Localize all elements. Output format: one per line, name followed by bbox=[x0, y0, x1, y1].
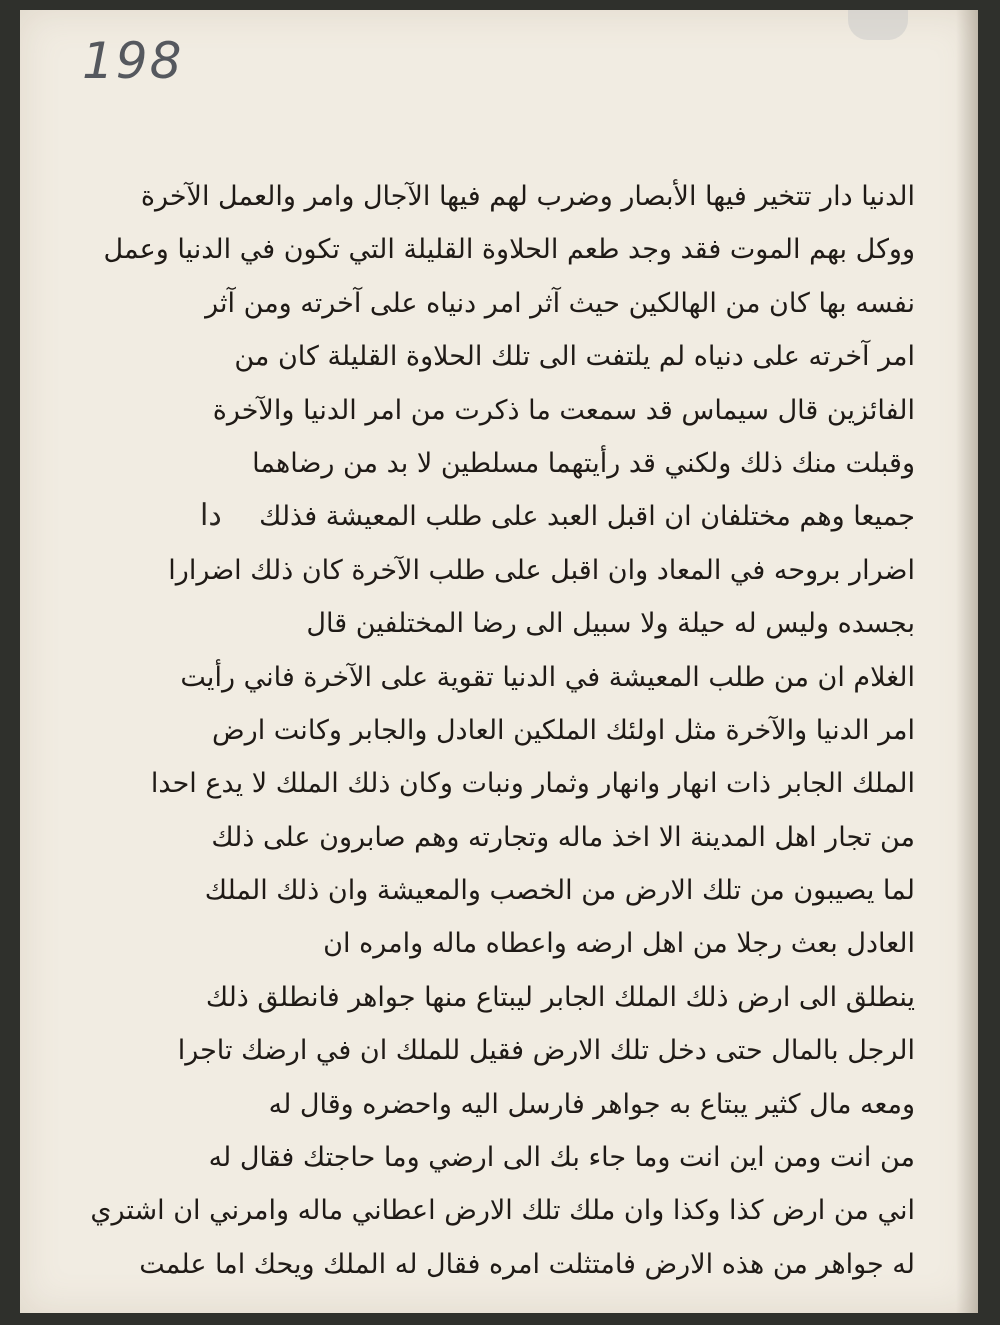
page-edge-shadow bbox=[956, 10, 978, 1313]
text-line: امر الدنيا والآخرة مثل اولئك الملكين العادل والجابر وكانت ارض bbox=[212, 714, 915, 746]
page-clip bbox=[848, 10, 908, 40]
text-line: من انت ومن اين انت وما جاء بك الى ارضي وما حاجتك فقال له bbox=[208, 1142, 915, 1174]
text-line: اني من ارض كذا وكذا وان ملك تلك الارض اعطاني ماله وامرني ان اشتري bbox=[90, 1195, 915, 1227]
text-line: ووكل بهم الموت فقد وجد طعم الحلاوة القليلة التي تكون في الدنيا وعمل bbox=[103, 234, 915, 266]
manuscript-text-block bbox=[90, 170, 915, 1290]
text-line: جميعا وهم مختلفان ان اقبل العبد على طلب المعيشة فذلك bbox=[259, 501, 915, 533]
text-line: اضرار بروحه في المعاد وان اقبل على طلب الآخرة كان ذلك اضرارا bbox=[168, 554, 915, 586]
text-line: بجسده وليس له حيلة ولا سبيل الى رضا المختلفين قال bbox=[306, 608, 915, 640]
text-line: الملك الجابر ذات انهار وانهار وثمار ونبات وكان ذلك الملك لا يدع احدا bbox=[150, 768, 915, 800]
text-line: الغلام ان من طلب المعيشة في الدنيا تقوية على الآخرة فاني رأيت bbox=[180, 661, 915, 693]
text-line: الرجل بالمال حتى دخل تلك الارض فقيل للملك ان في ارضك تاجرا bbox=[177, 1035, 915, 1067]
text-line: الدنيا دار تتخير فيها الأبصار وضرب لهم فيها الآجال وامر والعمل الآخرة bbox=[140, 181, 915, 212]
text-line: العادل بعث رجلا من اهل ارضه واعطاه ماله وامره ان bbox=[323, 928, 915, 960]
text-line: ومعه مال كثير يبتاع به جواهر فارسل اليه واحضره وقال له bbox=[268, 1088, 915, 1120]
manuscript-page bbox=[20, 10, 978, 1313]
text-line: له جواهر من هذه الارض فامتثلت امره فقال له الملك ويحك اما علمت bbox=[139, 1248, 915, 1280]
text-line: ينطلق الى ارض ذلك الملك الجابر ليبتاع منها جواهر فانطلق ذلك bbox=[205, 981, 915, 1013]
text-line: نفسه بها كان من الهالكين حيث آثر امر دنياه على آخرته ومن آثر bbox=[205, 287, 915, 319]
text-line: امر آخرته على دنياه لم يلتفت الى تلك الحلاوة القليلة كان من bbox=[234, 341, 915, 373]
text-line: وقبلت منك ذلك ولكني قد رأيتهما مسلطين لا بد من رضاهما bbox=[252, 447, 915, 479]
folio-number: 198 bbox=[82, 32, 184, 90]
text-line: لما يصيبون من تلك الارض من الخصب والمعيشة وان ذلك الملك bbox=[204, 875, 915, 907]
text-line: من تجار اهل المدينة الا اخذ ماله وتجارته وهم صابرون على ذلك bbox=[211, 821, 915, 853]
text-line: الفائزين قال سيماس قد سمعت ما ذكرت من امر الدنيا والآخرة bbox=[212, 394, 915, 426]
margin-note: دا bbox=[200, 498, 222, 533]
